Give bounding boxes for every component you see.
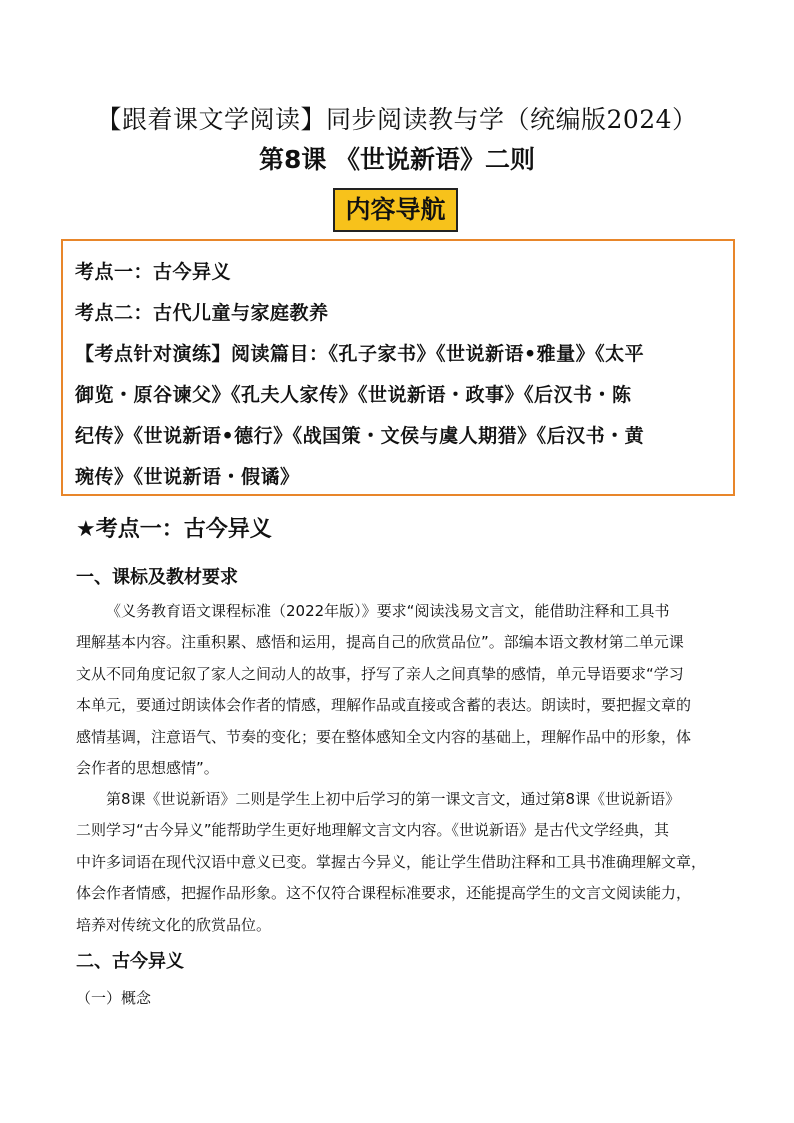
lesson-title: 第8课 《世说新语》二则: [258, 145, 536, 174]
nav-line-6: 琬传》《世说新语・假谲》: [75, 466, 300, 488]
nav-line-5: 纪传》《世说新语•德行》《战国策・文侯与虞人期猎》《后汉书・黄: [75, 425, 645, 447]
paragraph-2: [76, 784, 726, 941]
section-heading: ★考点一：古今异义: [76, 517, 272, 542]
paragraph-line: 第8课《世说新语》二则是学生上初中后学习的第一课文言文，通过第8课《世说新语》: [106, 790, 681, 808]
paragraph-line: 培养对传统文化的欣赏品位。: [76, 915, 272, 934]
subsection-heading-1: 一、课标及教材要求: [76, 567, 238, 588]
paragraph-line: 文从不同角度记叙了家人之间动人的故事，抒写了亲人之间真挚的感情，单元导语要求“学习: [76, 664, 684, 683]
paragraph-line: 本单元，要通过朗读体会作者的情感，理解作品或直接或含蓄的表达。朗读时，要把握文章的: [76, 696, 692, 715]
nav-line-3: 【考点针对演练】阅读篇目：《孔子家书》《世说新语•雅量》《太平: [75, 343, 645, 365]
content-nav-badge: 内容导航: [333, 188, 458, 232]
paragraph-line: 《义务教育语文课程标准（2022年版）》要求“阅读浅易文言文，能借助注释和工具书: [106, 602, 670, 620]
series-title: 【跟着课文学阅读】同步阅读教与学（统编版2024）: [96, 105, 698, 134]
nav-line-2: 考点二：古代儿童与家庭教养: [75, 302, 329, 324]
paragraph-line: 中许多词语在现代汉语中意义已变。掌握古今异义，能让学生借助注释和工具书准确理解文章，: [76, 852, 707, 871]
subsection-item: （一）概念: [76, 989, 152, 1007]
paragraph-line: 二则学习“古今异义”能帮助学生更好地理解文言文内容。《世说新语》是古代文学经典，其: [76, 821, 670, 840]
paragraph-line: 体会作者情感，把握作品形象。这不仅符合课程标准要求，还能提高学生的文言文阅读能力，: [76, 884, 692, 903]
subsection-heading-2: 二、古今异义: [76, 951, 184, 972]
nav-line-1: 考点一：古今异义: [75, 261, 232, 283]
nav-line-4: 御览・原谷谏父》《孔夫人家传》《世说新语・政事》《后汉书・陈: [75, 384, 632, 406]
paragraph-line: 会作者的思想感情”。: [76, 759, 219, 778]
content-nav-box: [61, 239, 735, 496]
paragraph-line: 感情基调，注意语气、节奏的变化；要在整体感知全文内容的基础上，理解作品中的形象，体: [76, 727, 692, 746]
paragraph-line: 理解基本内容。注重积累、感悟和运用，提高自己的欣赏品位”。部编本语文教材第二单元课: [76, 633, 684, 652]
paragraph-1: [76, 596, 726, 784]
